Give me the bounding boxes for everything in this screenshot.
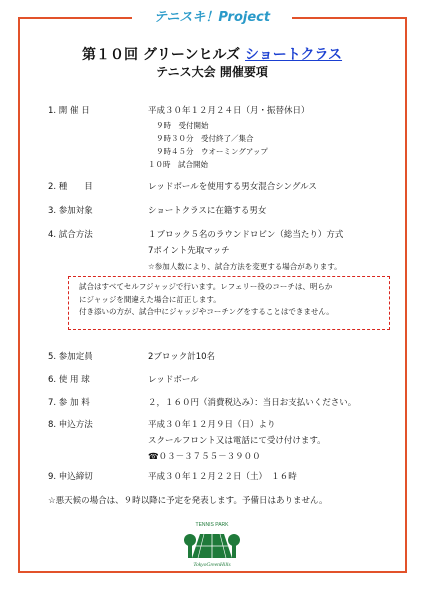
schedule-item: ９時 受付開始 bbox=[156, 121, 209, 130]
apply-line2: スクールフロント又は電話にて受け付けます。 bbox=[148, 436, 326, 446]
eligibility-label: 3. 参加対象 bbox=[48, 206, 93, 216]
schedule-item: ９時３０分 受付終了／集合 bbox=[156, 134, 254, 143]
logo-bottom-text: TokyoGreenHills bbox=[193, 562, 231, 568]
project-tag: テニスキ！Project bbox=[132, 7, 292, 29]
apply-label: 8. 申込方法 bbox=[48, 420, 93, 430]
capacity-label: 5. 参加定員 bbox=[48, 352, 93, 362]
date-value: 平成３０年１２月２４日（月・振替休日） bbox=[148, 106, 310, 116]
format-line2: 7ポイント先取マッチ bbox=[148, 246, 230, 256]
notice-line: 付き添いの方が、試合中にジャッジやコーチングをすることはできません。 bbox=[79, 307, 334, 316]
apply-line1: 平成３０年１２月９日（日）より bbox=[148, 420, 276, 430]
deadline-label: 9. 申込締切 bbox=[48, 472, 93, 482]
schedule-item: １０時 試合開始 bbox=[148, 160, 208, 169]
fee-label: 7. 参 加 料 bbox=[48, 398, 90, 408]
event-label: 2. 種 目 bbox=[48, 182, 93, 192]
event-subtitle: テニス大会 開催要項 bbox=[156, 65, 268, 79]
apply-phone[interactable]: ☎０３－３７５５－３９００ bbox=[148, 452, 261, 462]
weather-note: ☆悪天候の場合は、９時以降に予定を発表します。予備日はありません。 bbox=[48, 496, 328, 506]
ball-value: レッドボール bbox=[148, 375, 199, 385]
date-label: 1. 開 催 日 bbox=[48, 106, 90, 116]
selfjudge-notice-box bbox=[68, 276, 390, 330]
event-value: レッドボールを使用する男女混合シングルス bbox=[148, 182, 317, 192]
deadline-value: 平成３０年１２月２２日（土） １６時 bbox=[148, 472, 297, 482]
tennis-court-icon bbox=[182, 520, 242, 568]
notice-line: にジャッジを間違えた場合に訂正します。 bbox=[79, 294, 221, 304]
eligibility-value: ショートクラスに在籍する男女 bbox=[148, 206, 267, 216]
event-title bbox=[0, 44, 424, 64]
format-label: 4. 試合方法 bbox=[48, 230, 93, 240]
notice-line: 試合はすべてセルフジャッジで行います。レフェリー役のコーチは、明らか bbox=[79, 282, 333, 291]
format-note: ☆参加人数により、試合方法を変更する場合があります。 bbox=[148, 262, 342, 271]
schedule-item: ９時４５分 ウオーミングアップ bbox=[156, 147, 268, 156]
logo-top-text: TENNIS PARK bbox=[195, 522, 229, 528]
format-line1: １ブロック５名のラウンドロビン（総当たり）方式 bbox=[148, 230, 344, 240]
event-title-highlight[interactable]: ショートクラス bbox=[245, 47, 343, 63]
fee-value: ２，１６０円（消費税込み）：当日お支払いください。 bbox=[148, 398, 357, 408]
tennis-park-logo bbox=[182, 520, 242, 568]
ball-label: 6. 使 用 球 bbox=[48, 375, 90, 385]
capacity-value: 2ブロック計10名 bbox=[148, 352, 216, 362]
event-title-prefix: 第１０回 グリーンヒルズ bbox=[81, 47, 241, 63]
